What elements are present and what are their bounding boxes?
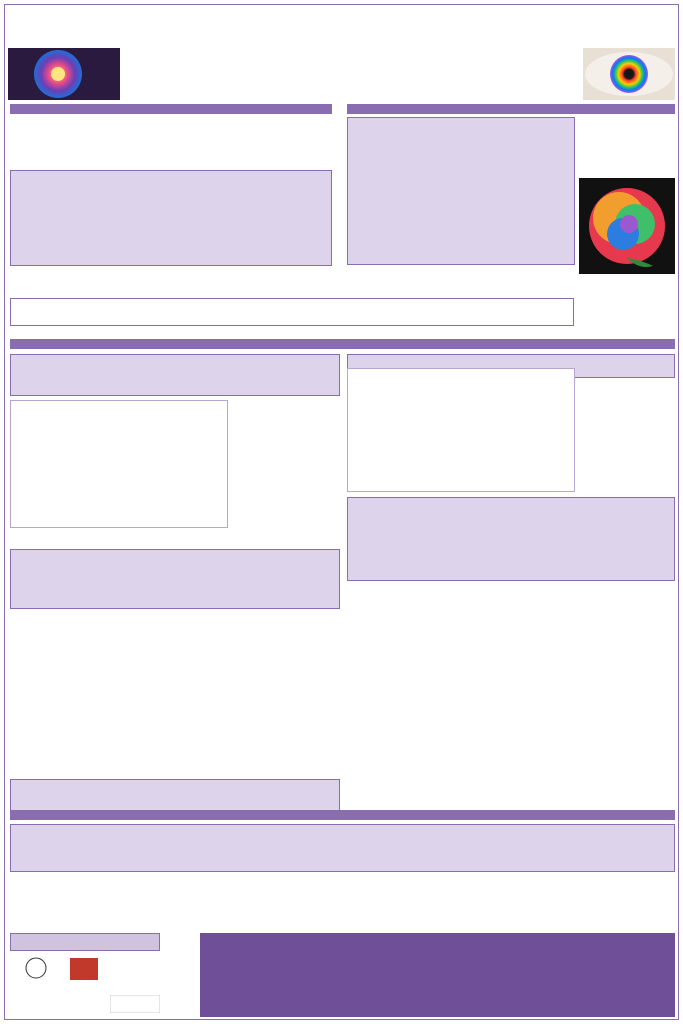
illy-logo [70,958,98,980]
section-head-methods [347,104,675,114]
methods-box [347,117,575,265]
eye-image [583,48,675,100]
flower-image [8,48,120,100]
conclusions-box [10,824,675,872]
figure-1-panel [10,400,228,528]
references-box [200,933,675,1017]
intro-box [10,170,332,266]
coop-logo [14,995,70,1013]
figure-2-panel [347,368,575,492]
section-head-conclusions [10,810,675,820]
conference-box [10,933,160,951]
figure-2-biplot [348,369,574,491]
result-4-box [347,497,675,581]
rose-image [579,178,675,274]
scopo-box [10,298,574,326]
figure-1-biplot [11,401,227,527]
result-3-box [10,549,340,609]
fse-logo [110,995,160,1013]
result-1-box [10,354,340,396]
siss-logo [18,956,54,986]
section-head-results [10,339,675,349]
section-head-intro [10,104,332,114]
